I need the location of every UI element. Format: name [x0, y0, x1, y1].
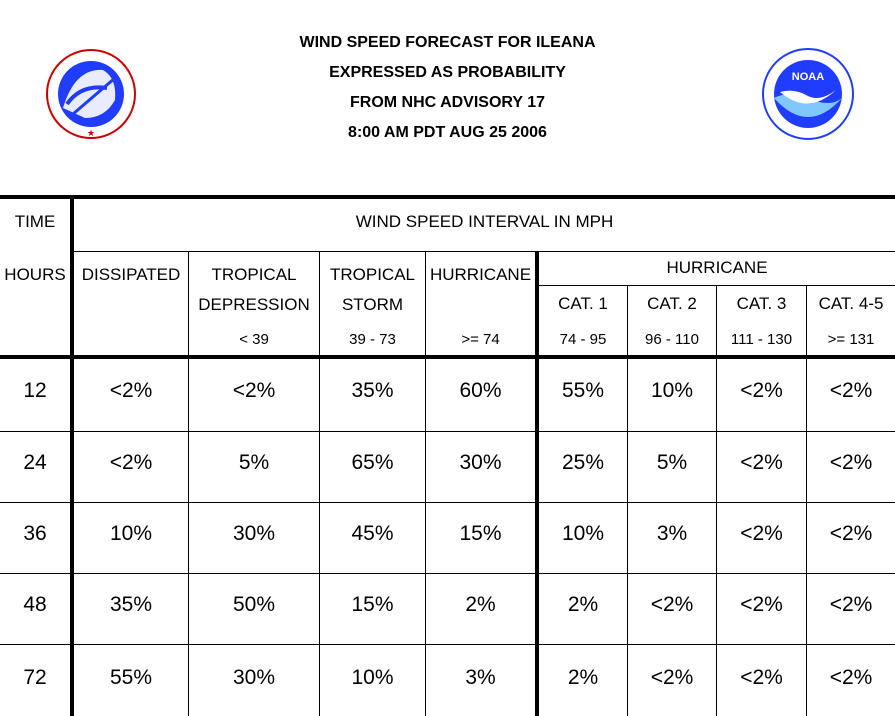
col-border-6 [716, 285, 717, 716]
header-hurricane-range: >= 74 [461, 331, 500, 348]
probability-cell: 35% [109, 593, 153, 616]
table-top-border [0, 195, 895, 199]
col-border-1 [188, 251, 189, 716]
probability-cell: 50% [232, 593, 276, 616]
probability-cell: 10% [561, 522, 605, 545]
col-border-5 [627, 285, 628, 716]
probability-cell: 2% [567, 666, 599, 689]
hours-cell: 48 [23, 593, 47, 616]
probability-cell: 5% [656, 451, 688, 474]
header-interval: WIND SPEED INTERVAL IN MPH [355, 212, 614, 231]
probability-cell: <2% [109, 451, 153, 474]
hours-cell: 24 [23, 451, 47, 474]
svg-text:★: ★ [86, 129, 96, 139]
probability-cell: 3% [656, 522, 688, 545]
header-hours: HOURS [4, 265, 66, 284]
probability-cell: 30% [459, 451, 502, 474]
header-cat1: CAT. 1 [558, 294, 608, 313]
probability-cell: <2% [232, 379, 276, 402]
row-divider-3 [0, 573, 895, 574]
hours-cell: 72 [23, 666, 47, 689]
title-line-3: FROM NHC ADVISORY 17 [350, 94, 545, 111]
probability-cell: 55% [109, 666, 153, 689]
probability-cell: <2% [829, 522, 873, 545]
header-cat45-range: >= 131 [827, 331, 875, 348]
probability-cell: 60% [459, 379, 502, 402]
header-ts-range: 39 - 73 [349, 331, 396, 348]
probability-cell: 55% [561, 379, 605, 402]
probability-cell: 10% [650, 379, 694, 402]
probability-cell: <2% [740, 522, 783, 545]
probability-cell: 35% [351, 379, 394, 402]
probability-cell: 30% [232, 522, 276, 545]
header-bottom-border [0, 355, 895, 359]
header-ts-line2: STORM [341, 295, 404, 314]
title-line-4: 8:00 AM PDT AUG 25 2006 [348, 124, 547, 141]
probability-cell: 25% [561, 451, 605, 474]
probability-cell: 15% [351, 593, 394, 616]
probability-cell: 30% [232, 666, 276, 689]
probability-cell: 10% [109, 522, 153, 545]
hours-cell: 12 [23, 379, 47, 402]
header-cat45: CAT. 4-5 [818, 294, 884, 313]
col-border-2 [319, 251, 320, 716]
probability-cell: <2% [650, 666, 694, 689]
header-dissipated: DISSIPATED [81, 265, 181, 284]
probability-cell: <2% [829, 451, 873, 474]
probability-cell: <2% [650, 593, 694, 616]
title-line-1: WIND SPEED FORECAST FOR ILEANA [299, 34, 596, 51]
probability-cell: <2% [740, 593, 783, 616]
col-border-7 [806, 285, 807, 716]
header-divider [74, 251, 895, 252]
header-cat2-range: 96 - 110 [645, 331, 699, 348]
header-hurricane: HURRICANE [429, 265, 532, 284]
noaa-logo-icon [760, 46, 856, 147]
col-border-3 [425, 251, 426, 716]
hours-cell: 36 [23, 522, 47, 545]
noaa-logo-text: NOAA [791, 71, 825, 83]
nws-logo-icon [45, 48, 137, 145]
probability-cell: 5% [238, 451, 270, 474]
header-ts-line1: TROPICAL [329, 265, 416, 284]
header-td-range: < 39 [239, 331, 269, 348]
probability-cell: 65% [351, 451, 394, 474]
probability-cell: <2% [829, 593, 873, 616]
probability-cell: <2% [740, 666, 783, 689]
title-line-2: EXPRESSED AS PROBABILITY [329, 64, 566, 81]
row-divider-1 [0, 431, 895, 432]
probability-cell: 15% [459, 522, 502, 545]
header-cat1-range: 74 - 95 [559, 331, 607, 348]
probability-cell: <2% [829, 379, 873, 402]
row-divider-4 [0, 644, 895, 645]
row-divider-2 [0, 502, 895, 503]
header-td-line1: TROPICAL [211, 265, 297, 284]
hurricane-group-border [535, 251, 539, 716]
probability-cell: 10% [351, 666, 394, 689]
probability-cell: <2% [740, 379, 783, 402]
probability-cell: 45% [351, 522, 394, 545]
header-td-line2: DEPRESSION [198, 295, 310, 314]
probability-cell: <2% [740, 451, 783, 474]
probability-cell: <2% [109, 379, 153, 402]
header-hurricane-group: HURRICANE [666, 258, 768, 277]
probability-cell: 2% [465, 593, 496, 616]
probability-cell: 3% [465, 666, 496, 689]
header-cat3-range: 111 - 130 [730, 331, 793, 348]
header-time: TIME [14, 212, 56, 231]
probability-cell: <2% [829, 666, 873, 689]
header-cat3: CAT. 3 [736, 294, 787, 313]
probability-cell: 2% [567, 593, 599, 616]
header-cat2: CAT. 2 [647, 294, 697, 313]
